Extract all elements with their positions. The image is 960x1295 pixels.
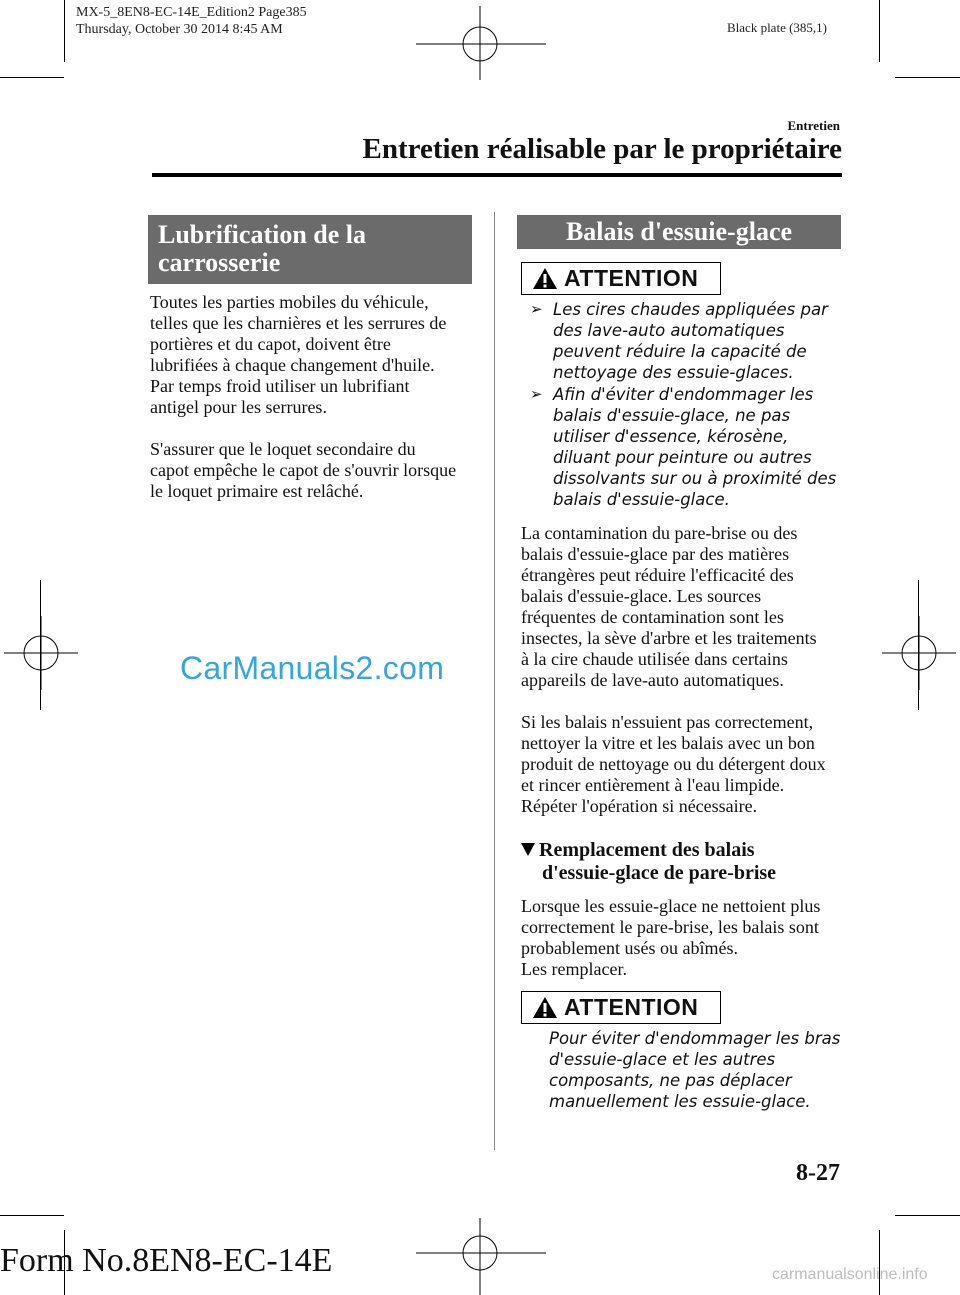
meta-line-2: Thursday, October 30 2014 8:45 AM: [76, 22, 283, 37]
print-metadata: [76, 4, 307, 38]
text-line: Répéter l'opération si nécessaire.: [521, 796, 758, 816]
right-body-1: [521, 523, 851, 838]
text-line: utiliser d'essence, kérosène,: [553, 427, 789, 446]
text-line: telles que les charnières et les serrures de: [150, 313, 447, 333]
text-line: probablement usés ou abîmés.: [521, 938, 738, 958]
text-line: balais d'essuie-glace par des matières: [521, 544, 790, 564]
heading-line-1: Lubrification de la: [158, 220, 367, 249]
attention-box-2: [521, 991, 721, 1024]
text-line: diluant pour peinture ou autres: [553, 448, 812, 467]
text-line: peuvent réduire la capacité de: [553, 342, 807, 361]
text-line: composants, ne pas déplacer: [549, 1071, 792, 1090]
subheading-line-1: Remplacement des balais: [539, 839, 755, 861]
text-line: capot empêche le capot de s'ouvrir lorsque: [150, 460, 457, 480]
text-line: Si les balais n'essuient pas correctement,: [521, 712, 814, 732]
registration-mark-left: [4, 616, 78, 690]
subheading-remplacement: [521, 839, 851, 885]
heading-line-2: carrosserie: [158, 248, 281, 277]
attention-1-bullets: [530, 299, 850, 511]
triangle-down-icon: [521, 843, 535, 856]
attention-2-text: [549, 1028, 849, 1112]
text-line: manuellement les essuie-glace.: [549, 1092, 811, 1111]
text-line: Afin d'éviter d'endommager les: [553, 385, 814, 404]
text-line: produit de nettoyage ou du détergent doux: [521, 754, 826, 774]
text-line: Pour éviter d'endommager les bras: [549, 1029, 841, 1048]
text-line: portières et du capot, doivent être: [150, 334, 391, 354]
paragraph-contamination: [521, 523, 851, 691]
text-line: balais d'essuie-glace. Les sources: [521, 586, 762, 606]
registration-mark-right: [882, 616, 956, 690]
text-line: Lorsque les essuie-glace ne nettoient plus: [521, 896, 821, 916]
registration-mark-bottom: [416, 1218, 546, 1295]
section-heading-lubrification: [148, 215, 472, 284]
text-line: balais d'essuie-glace.: [553, 490, 730, 509]
section-label: Entretien: [787, 118, 840, 133]
text-line: Toutes les parties mobiles du véhicule,: [150, 292, 429, 312]
paragraph-loquet: [150, 439, 480, 502]
paragraph-remplacer: [521, 896, 851, 980]
text-line: le loquet primaire est relâché.: [150, 481, 364, 501]
text-line: Par temps froid utiliser un lubrifiant: [150, 376, 410, 396]
text-line: à la cire chaude utilisée dans certains: [521, 649, 788, 669]
text-line: correctement le pare-brise, les balais sont: [521, 917, 819, 937]
text-line: La contamination du pare-brise ou des: [521, 523, 798, 543]
plate-label: Black plate (385,1): [727, 20, 827, 35]
text-line: antigel pour les serrures.: [150, 397, 327, 417]
attention-box-1: [521, 262, 721, 295]
text-line: lubrifiées à chaque changement d'huile.: [150, 355, 435, 375]
attention-label: ATTENTION: [564, 265, 699, 291]
text-line: balais d'essuie-glace, ne pas: [553, 406, 791, 425]
text-line: Les remplacer.: [521, 959, 627, 979]
text-line: étrangères peut réduire l'efficacité des: [521, 565, 794, 585]
text-line: Les cires chaudes appliquées par: [553, 300, 828, 319]
section-heading-balais: Balais d'essuie-glace: [517, 215, 841, 249]
registration-mark-top: [416, 6, 546, 80]
subheading-line-2: d'essuie-glace de pare-brise: [542, 862, 777, 884]
paragraph-lubrification: [150, 292, 480, 418]
page-title: Entretien réalisable par le propriétaire: [362, 133, 842, 165]
header-rule: [152, 173, 842, 177]
page-number: 8-27: [796, 1160, 840, 1186]
arrow-bullet-icon: ➢: [530, 385, 543, 403]
text-line: des lave-auto automatiques: [553, 321, 785, 340]
meta-line-1: MX-5_8EN8-EC-14E_Edition2 Page385: [76, 5, 307, 20]
form-number: Form No.8EN8-EC-14E: [0, 1242, 333, 1279]
arrow-bullet-icon: ➢: [530, 300, 543, 318]
text-line: dissolvants sur ou à proximité des: [553, 469, 837, 488]
warning-triangle-icon: [532, 267, 558, 290]
right-body-2: [521, 896, 851, 1001]
text-line: nettoyage des essuie-glaces.: [553, 363, 794, 382]
warning-triangle-icon: [532, 996, 558, 1019]
attention-label: ATTENTION: [564, 994, 699, 1020]
column-divider: [494, 212, 495, 1150]
left-body: [150, 292, 480, 523]
bullet-item: [530, 299, 850, 383]
text-line: appareils de lave-auto automatiques.: [521, 670, 784, 690]
text-line: insectes, la sève d'arbre et les traitements: [521, 628, 817, 648]
text-line: fréquentes de contamination sont les: [521, 607, 784, 627]
text-line: et rincer entièrement à l'eau limpide.: [521, 775, 785, 795]
text-line: d'essuie-glace et les autres: [549, 1050, 776, 1069]
site-watermark: carmanualsonline.info: [772, 1266, 928, 1283]
watermark-text: CarManuals2.com: [180, 650, 445, 686]
text-line: nettoyer la vitre et les balais avec un bon: [521, 733, 815, 753]
bullet-item: [530, 384, 850, 510]
paragraph-nettoyage: [521, 712, 851, 817]
text-line: S'assurer que le loquet secondaire du: [150, 439, 416, 459]
